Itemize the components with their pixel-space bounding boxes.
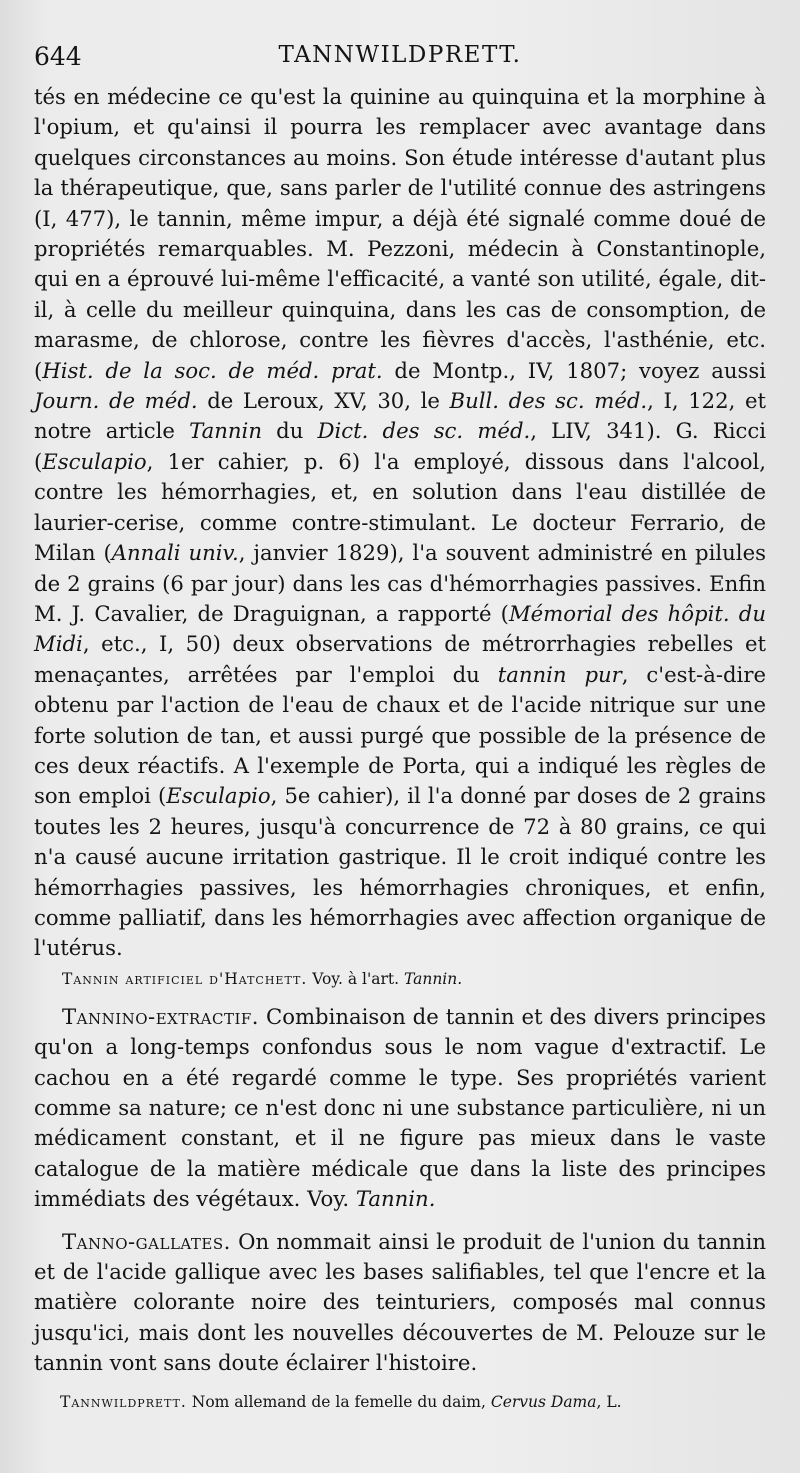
text-run: , janvier 1829), l'a souvent administré en pilules de 2 grains (6 par jour) dans les cas d'hémorrhagies passives. Enfin M. J. Cavalier, de Draguignan, a rapporté ( xyxy=(34,540,766,626)
entry-text: Voy. à l'art. xyxy=(307,969,404,988)
entry-text-tail: , L. xyxy=(596,1392,622,1411)
running-head: TANNWILDPRETT. xyxy=(278,42,522,68)
entry-text: Combinaison de tannin et des divers principes qu'on a long-temps confondus sous le nom vague d'extractif. Le cachou en a été regardé comme le type. Ses propriétés varient comme sa nature; ce n'est donc ni une substance particulière, ni un médicament constant, et il ne figure pas mieux dans le vaste catalogue de la matière médicale que dans la liste des principes immédiats des végétaux. Voy. xyxy=(34,1003,766,1212)
citation-title: Tannin xyxy=(189,418,262,444)
text-run: du xyxy=(261,418,318,444)
citation-title: Esculapio xyxy=(42,448,147,474)
text-run: de Leroux, XV, 30, le xyxy=(197,388,450,414)
species-name: Cervus Dama xyxy=(490,1392,597,1411)
entry-tanno-gallates xyxy=(34,1227,766,1379)
entry-headword: Tannin artificiel d'Hatchett. xyxy=(62,969,308,988)
cross-reference-entry xyxy=(62,966,766,992)
entry-tannwildprett xyxy=(34,1389,766,1415)
entry-headword: Tannino-extractif. xyxy=(62,1003,260,1029)
page-number: 644 xyxy=(34,42,82,71)
entry-headword: Tanno-gallates. xyxy=(62,1228,231,1254)
text-run: tés en médecine ce qu'est la quinine au quinquina et la morphine à l'opium, et qu'ainsi il pourra les remplacer avec avantage dans quelques circonstances au moins. Son étude intéresse d'autant plus la thérapeutique, que, sans parler de l'utilité connue des astringens (I, 477), le tannin, même impur, a déjà été signalé comme doué de propriétés remarquables. M. Pezzoni, médecin à Constantinople, qui en a éprouvé lui-même l'efficacité, a vanté son utilité, égale, dit-il, à celle du meilleur quinquina, dans les cas de consomption, de marasme, de chlorose, contre les fièvres d'accès, l'asthénie, etc. ( xyxy=(34,84,766,383)
citation-title: Journ. de méd. xyxy=(34,388,198,414)
text-run: , 5e cahier), il l'a donné par doses de 2 grains toutes les 2 heures, jusqu'à concurrence de 72 à 80 grains, ce qui n'a causé aucune irritation gastrique. Il le croit indiqué contre les hémorrhagies passives, les hémorrhagies chroniques, et enfin, comme palliatif, dans les hémorrhagies avec affection organique de l'utérus. xyxy=(34,783,766,961)
cross-reference-link[interactable]: Tannin. xyxy=(355,1186,436,1212)
text-run: , etc., I, 50) deux observations de métrorrhagies rebelles et menaçantes, arrêtées par l'emploi du xyxy=(34,631,766,687)
citation-title: Bull. des sc. méd. xyxy=(449,388,648,414)
continuation-paragraph xyxy=(34,82,766,964)
emphasis: tannin pur xyxy=(497,661,622,687)
entry-text: On nommait ainsi le produit de l'union du tannin et de l'acide gallique avec les bases salifiables, tel que l'encre et la matière colorante noire des teinturiers, composés mal connus jusqu'ici, mais dont les nouvelles découvertes de M. Pelouze sur le tannin vont sans doute éclairer l'histoire. xyxy=(34,1228,766,1376)
text-run: de Montp., IV, 1807; voyez aussi xyxy=(382,357,766,383)
page-header xyxy=(34,38,766,78)
citation-title: Dict. des sc. méd. xyxy=(317,418,531,444)
entry-tannino-extractif xyxy=(34,1002,766,1215)
cross-reference-link[interactable]: Tannin. xyxy=(403,969,463,988)
entry-headword: Tannwildprett. xyxy=(60,1392,187,1411)
text-run: , 1er cahier, p. 6) l'a employé, dissous dans l'alcool, contre les hémorrhagies, et, en solution dans l'eau distillée de laurier-cerise, comme contre-stimulant. Le docteur Ferrario, de Milan ( xyxy=(34,448,766,566)
entry-text: Nom allemand de la femelle du daim, xyxy=(186,1392,491,1411)
body-text xyxy=(34,82,766,1415)
text-run: , c'est-à-dire obtenu par l'action de l'eau de chaux et de l'acide nitrique sur une forte solution de tan, et aussi purgé que possible de la présence de ces deux réactifs. A l'exemple de Porta, qui a indiqué les règles de son emploi ( xyxy=(34,661,766,809)
citation-title: Esculapio xyxy=(166,783,271,809)
citation-title: Hist. de la soc. de méd. prat. xyxy=(42,357,383,383)
text-run: , LIV, 341). G. Ricci ( xyxy=(34,418,766,474)
text-run: , I, 122, et notre article xyxy=(34,388,767,444)
citation-title: Annali univ. xyxy=(111,540,239,566)
citation-title: Mémorial des hôpit. du Midi xyxy=(34,600,766,657)
